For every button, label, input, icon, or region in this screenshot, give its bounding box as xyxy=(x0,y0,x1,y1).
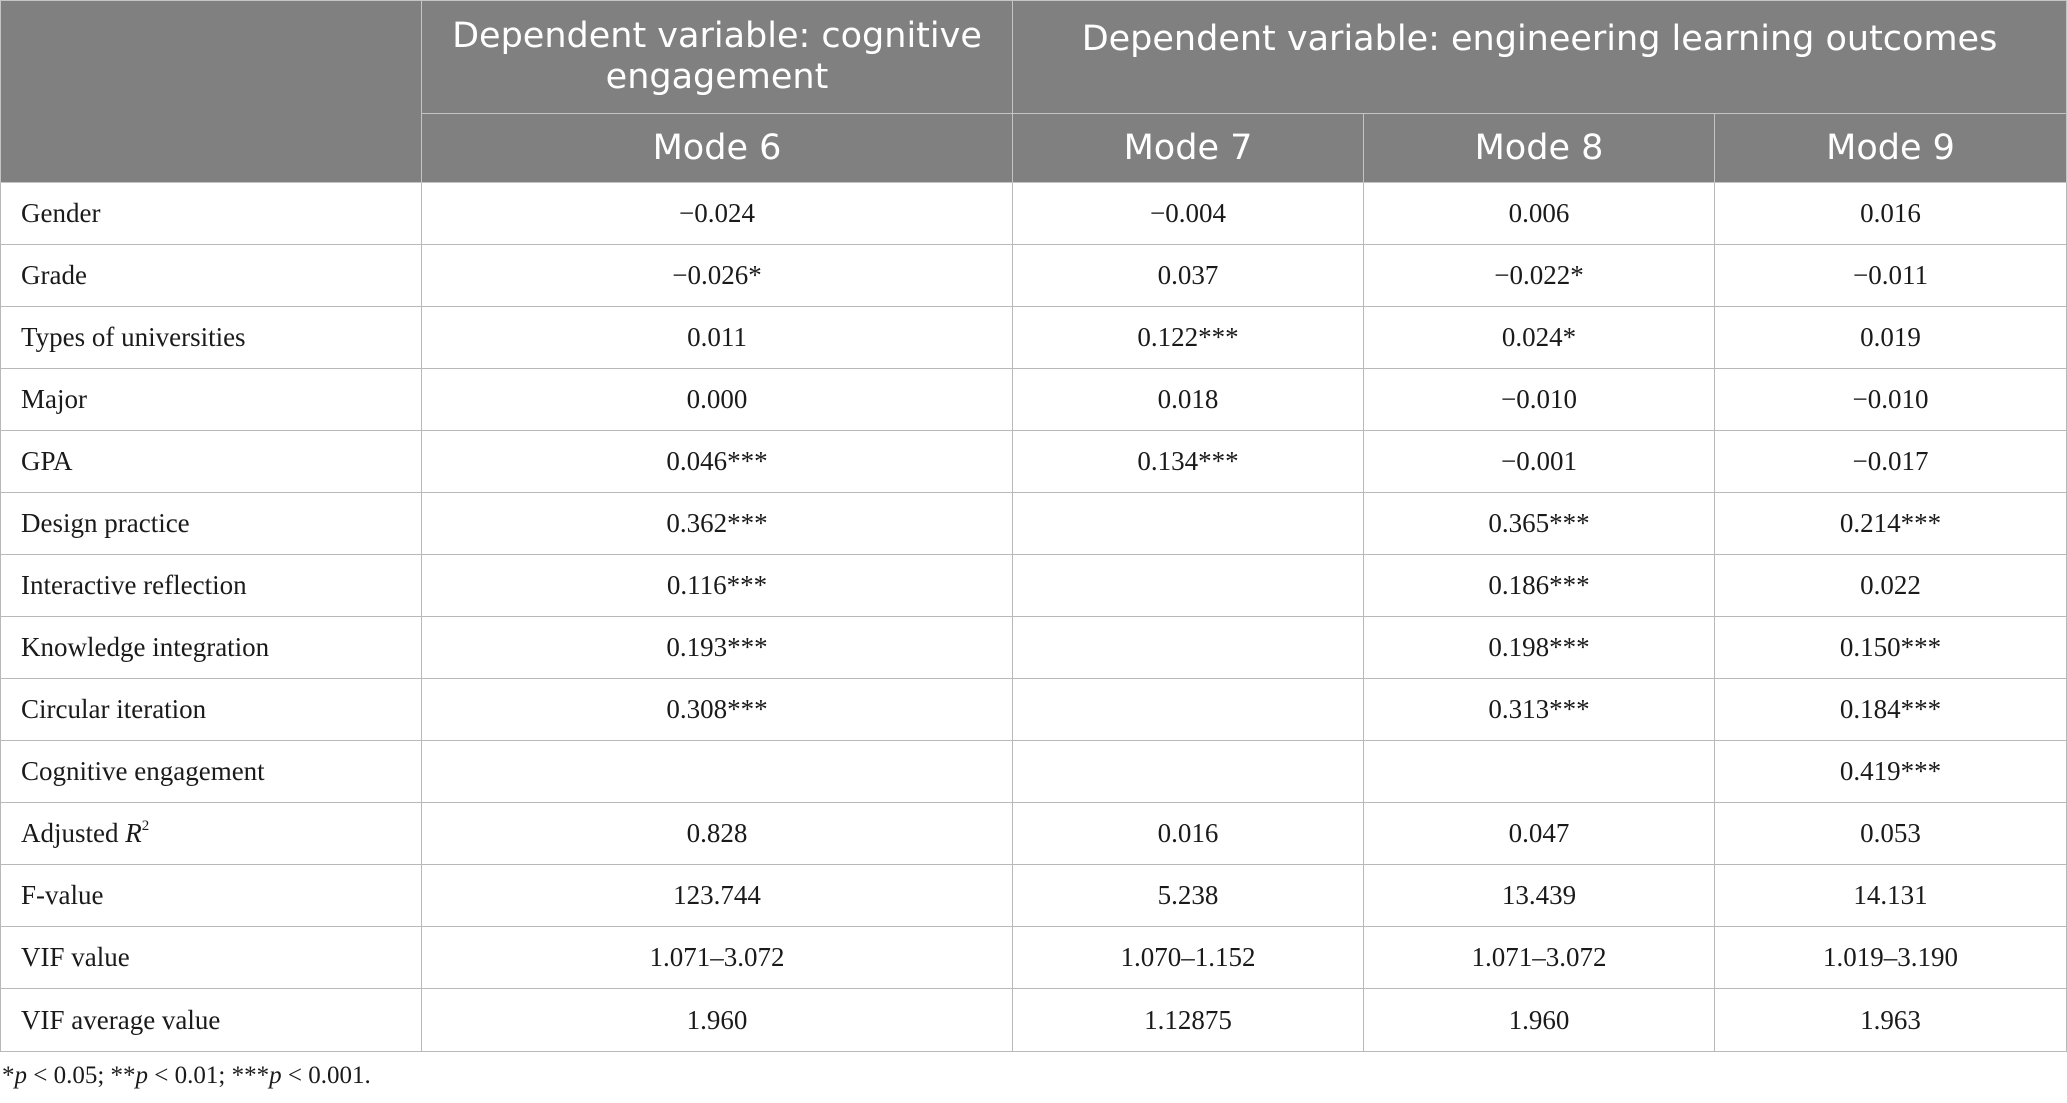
row-label: Gender xyxy=(1,183,422,245)
row-label: Knowledge integration xyxy=(1,617,422,679)
table-cell: 0.116*** xyxy=(422,555,1013,617)
table-header xyxy=(1,1,2067,183)
row-label: Interactive reflection xyxy=(1,555,422,617)
row-label: Design practice xyxy=(1,493,422,555)
table-cell: −0.010 xyxy=(1715,369,2067,431)
table-row xyxy=(1,431,2067,493)
table-cell: 0.019 xyxy=(1715,307,2067,369)
table-cell xyxy=(422,741,1013,803)
table-cell: −0.001 xyxy=(1364,431,1715,493)
table-cell: 1.019–3.190 xyxy=(1715,927,2067,989)
table-cell: 0.313*** xyxy=(1364,679,1715,741)
table-row xyxy=(1,555,2067,617)
r-superscript: 2 xyxy=(141,818,150,834)
table-cell: −0.024 xyxy=(422,183,1013,245)
table-cell xyxy=(1013,741,1364,803)
table-cell: −0.010 xyxy=(1364,369,1715,431)
corner-header-cell xyxy=(1,1,422,183)
table-cell: 0.018 xyxy=(1013,369,1364,431)
table-cell: 0.828 xyxy=(422,803,1013,865)
table-row xyxy=(1,865,2067,927)
row-label: Cognitive engagement xyxy=(1,741,422,803)
table-cell: 5.238 xyxy=(1013,865,1364,927)
row-label: Major xyxy=(1,369,422,431)
model-header: Mode 6 xyxy=(422,114,1013,183)
row-label: Grade xyxy=(1,245,422,307)
row-label-text: Adjusted xyxy=(21,818,126,848)
table-cell: −0.004 xyxy=(1013,183,1364,245)
table-cell: 1.071–3.072 xyxy=(422,927,1013,989)
table-cell: 1.12875 xyxy=(1013,989,1364,1052)
row-label-adjusted-r2 xyxy=(1,803,422,865)
footnote-p: p xyxy=(14,1062,27,1089)
footnote-p: p xyxy=(269,1062,282,1089)
table-row xyxy=(1,307,2067,369)
table-cell: 0.186*** xyxy=(1364,555,1715,617)
table-cell xyxy=(1013,555,1364,617)
table-cell: −0.026* xyxy=(422,245,1013,307)
table-body xyxy=(1,183,2067,1052)
table-cell: 0.006 xyxy=(1364,183,1715,245)
table-cell: 14.131 xyxy=(1715,865,2067,927)
row-label: Circular iteration xyxy=(1,679,422,741)
table-row xyxy=(1,989,2067,1052)
table-cell: 0.011 xyxy=(422,307,1013,369)
table-cell: 0.000 xyxy=(422,369,1013,431)
table-row xyxy=(1,927,2067,989)
table-cell: 0.037 xyxy=(1013,245,1364,307)
footnote-p: p xyxy=(135,1062,149,1089)
table-cell: −0.017 xyxy=(1715,431,2067,493)
footnote-text: < 0.05; ** xyxy=(27,1062,136,1089)
table-row xyxy=(1,803,2067,865)
table-cell: 0.022 xyxy=(1715,555,2067,617)
table-row xyxy=(1,183,2067,245)
table-cell xyxy=(1013,617,1364,679)
table-row xyxy=(1,493,2067,555)
group-header-cognitive: Dependent variable: cognitive engagement xyxy=(422,1,1013,114)
table-cell: 0.365*** xyxy=(1364,493,1715,555)
table-cell: 0.308*** xyxy=(422,679,1013,741)
footnote-star: * xyxy=(2,1062,15,1089)
model-header: Mode 8 xyxy=(1364,114,1715,183)
row-label: GPA xyxy=(1,431,422,493)
table-cell: 0.016 xyxy=(1013,803,1364,865)
footnote-text: < 0.001. xyxy=(281,1062,371,1089)
table-cell: 1.960 xyxy=(1364,989,1715,1052)
table-row xyxy=(1,369,2067,431)
table-cell: 13.439 xyxy=(1364,865,1715,927)
table-cell: 1.071–3.072 xyxy=(1364,927,1715,989)
row-label: VIF average value xyxy=(1,989,422,1052)
table-row xyxy=(1,245,2067,307)
row-label: VIF value xyxy=(1,927,422,989)
table-cell: 0.047 xyxy=(1364,803,1715,865)
table-footnote xyxy=(2,1062,371,1090)
table-cell: 0.419*** xyxy=(1715,741,2067,803)
group-header-learning-outcomes: Dependent variable: engineering learning outcomes xyxy=(1013,1,2067,114)
table-cell: 1.070–1.152 xyxy=(1013,927,1364,989)
table-cell: −0.011 xyxy=(1715,245,2067,307)
table-cell: 0.016 xyxy=(1715,183,2067,245)
table-cell xyxy=(1013,493,1364,555)
footnote-text: < 0.01; *** xyxy=(148,1062,270,1089)
table-row xyxy=(1,741,2067,803)
table-cell xyxy=(1013,679,1364,741)
table-cell: 0.134*** xyxy=(1013,431,1364,493)
table-cell: −0.022* xyxy=(1364,245,1715,307)
table-cell: 0.184*** xyxy=(1715,679,2067,741)
table-row xyxy=(1,617,2067,679)
table-cell: 1.960 xyxy=(422,989,1013,1052)
table-cell xyxy=(1364,741,1715,803)
model-header: Mode 7 xyxy=(1013,114,1364,183)
table-cell: 123.744 xyxy=(422,865,1013,927)
table-cell: 0.198*** xyxy=(1364,617,1715,679)
row-label: F-value xyxy=(1,865,422,927)
table-cell: 0.122*** xyxy=(1013,307,1364,369)
table-cell: 0.362*** xyxy=(422,493,1013,555)
table-cell: 0.046*** xyxy=(422,431,1013,493)
table-cell: 0.193*** xyxy=(422,617,1013,679)
table-cell: 0.150*** xyxy=(1715,617,2067,679)
table-cell: 1.963 xyxy=(1715,989,2067,1052)
table-row xyxy=(1,679,2067,741)
table-cell: 0.214*** xyxy=(1715,493,2067,555)
table-cell: 0.053 xyxy=(1715,803,2067,865)
r-italic: R xyxy=(125,818,142,848)
table-cell: 0.024* xyxy=(1364,307,1715,369)
model-header: Mode 9 xyxy=(1715,114,2067,183)
row-label: Types of universities xyxy=(1,307,422,369)
